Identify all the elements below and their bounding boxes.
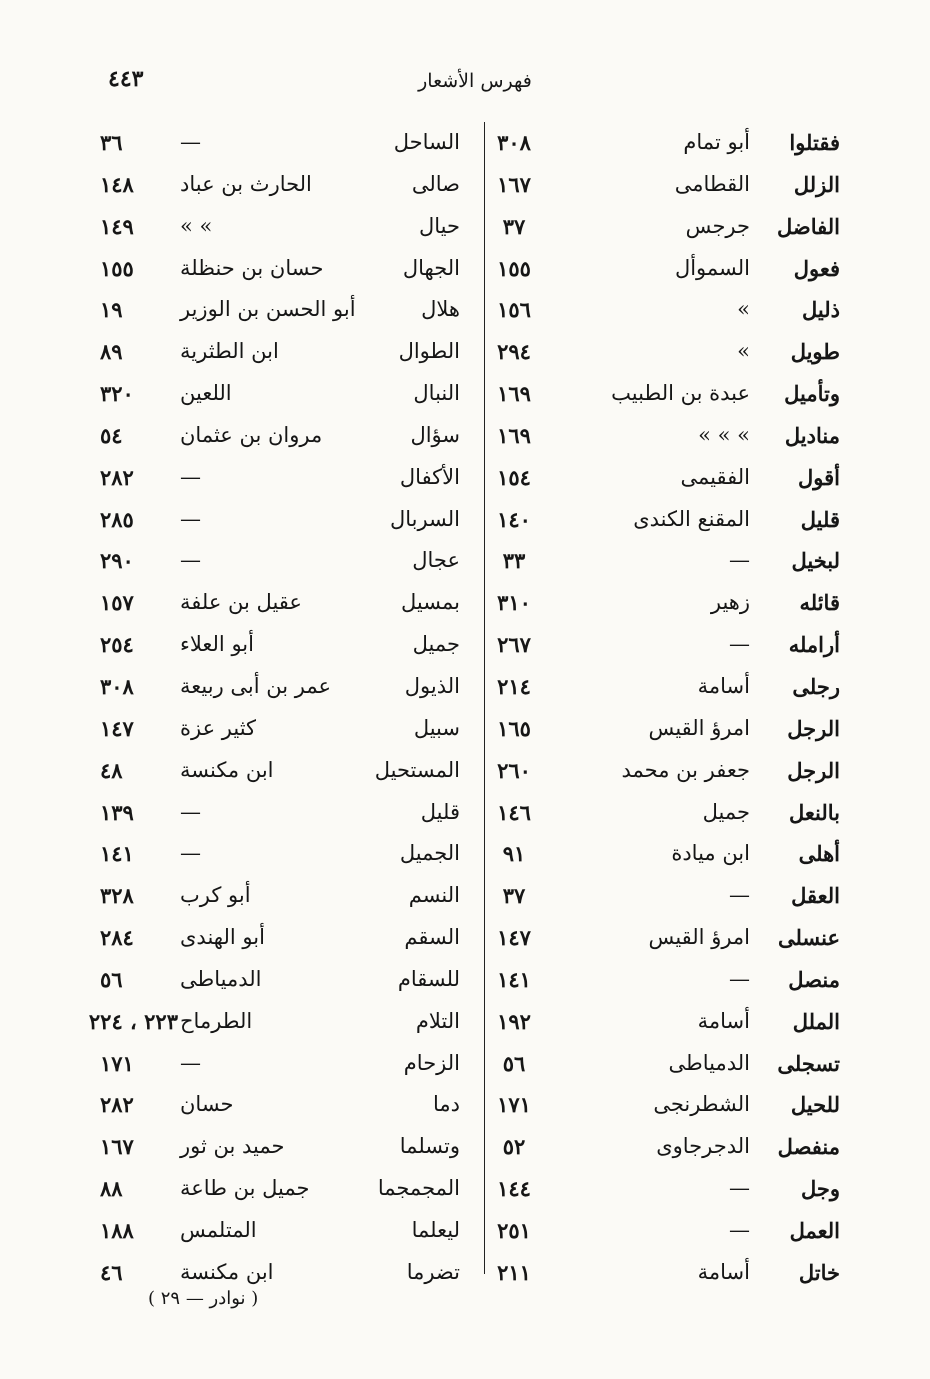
rhyme-word: طويل	[790, 339, 840, 365]
page-ref: ١٥٧	[100, 590, 134, 616]
rhyme-word: بالنعل	[788, 799, 840, 825]
page-ref: ٥٦	[100, 966, 123, 992]
rhyme-word: وتسلما	[399, 1134, 460, 1159]
rhyme-word: النبال	[413, 381, 460, 406]
table-row	[0, 1084, 930, 1126]
page-ref: ٢٦٧	[497, 632, 531, 658]
rhyme-word: للسقام	[397, 966, 460, 991]
rhyme-word: الرجل	[787, 715, 840, 741]
poet-name: —	[180, 464, 201, 489]
rhyme-word: دما	[433, 1092, 460, 1117]
rhyme-word: الساحل	[393, 130, 460, 154]
rhyme-word: الجميل	[399, 841, 460, 866]
poet-name: أبو تمام	[683, 130, 750, 154]
poet-name: جرجس	[685, 213, 750, 238]
page-ref: ٢١٤	[497, 673, 531, 699]
page-ref: ١٤١	[497, 966, 531, 992]
page-ref: ٢٨٥	[100, 506, 134, 532]
poet-name: ابن الطثرية	[180, 339, 279, 364]
page-ref: ١٨٨	[100, 1217, 134, 1243]
rhyme-word: فعول	[793, 255, 840, 281]
poet-name: »	[737, 339, 750, 364]
page-ref: ١٦٧	[100, 1134, 134, 1160]
poet-name: أسامة	[697, 673, 750, 698]
rhyme-word: الزلل	[793, 171, 840, 197]
rhyme-word: ذليل	[802, 297, 840, 323]
rhyme-word: الجهال	[402, 255, 460, 280]
page-number: ٤٤٣	[108, 66, 144, 92]
poet-name: —	[180, 506, 201, 531]
poet-name: —	[180, 799, 201, 824]
rhyme-word: جميل	[412, 632, 460, 657]
poet-name: ابن ميادة	[671, 841, 750, 866]
rhyme-word: رجلى	[792, 673, 840, 699]
poet-name: ابن مكنسة	[180, 757, 274, 782]
rhyme-word: ليعلما	[411, 1217, 460, 1242]
poet-name: عبدة بن الطبيب	[611, 381, 750, 406]
rhyme-word: أهلى	[798, 841, 840, 867]
rhyme-word: المستحيل	[374, 757, 460, 782]
rhyme-word: لبخيل	[791, 548, 840, 574]
table-row	[0, 750, 930, 792]
page-ref: ١٥٥	[100, 255, 134, 281]
rhyme-word: وجل	[800, 1176, 840, 1202]
page-ref: ٣٧	[502, 213, 526, 239]
page-ref: ٢٢٣ ، ٢٢٤	[88, 1008, 178, 1034]
poet-name: حسان	[180, 1092, 234, 1117]
poet-name: أبو الحسن بن الوزير	[180, 297, 356, 322]
page-ref: ١٤٦	[497, 799, 531, 825]
rhyme-word: الرجل	[787, 757, 840, 783]
poet-name: —	[180, 130, 201, 154]
table-row	[0, 1168, 930, 1210]
rhyme-word: عنسلى	[777, 925, 840, 951]
rhyme-word: بمسيل	[401, 590, 460, 615]
table-row	[0, 624, 930, 666]
poet-name: المقنع الكندى	[633, 506, 750, 531]
poet-name: امرؤ القيس	[648, 715, 750, 740]
table-row	[0, 917, 930, 959]
page-ref: ٨٨	[100, 1176, 123, 1202]
poet-name: —	[729, 966, 750, 991]
page-ref: ٥٢	[502, 1134, 526, 1160]
poet-name: » »	[180, 213, 213, 238]
table-row	[0, 792, 930, 834]
poet-name: جميل	[702, 799, 750, 824]
page-ref: ١٩٢	[497, 1008, 531, 1034]
rhyme-word: أقول	[798, 464, 840, 490]
rhyme-word: النسم	[408, 883, 460, 908]
table-row	[0, 1043, 930, 1085]
page-ref: ٤٦	[100, 1259, 123, 1285]
poet-name: الدمياطى	[668, 1050, 750, 1075]
page-ref: ١٤٩	[100, 213, 134, 239]
page-ref: ١٤٠	[497, 506, 531, 532]
page-ref: ١٣٩	[100, 799, 134, 825]
page-ref: ٣١٠	[497, 590, 531, 616]
page-ref: ٣٢٨	[100, 883, 134, 909]
page-ref: ١٦٩	[497, 422, 531, 448]
poet-name: أبو كرب	[180, 883, 251, 908]
poet-name: —	[729, 1176, 750, 1201]
page-ref: ٤٨	[100, 757, 123, 783]
page-ref: ٣٠٨	[497, 130, 531, 155]
page-ref: ٢٥٤	[100, 632, 134, 658]
poet-name: الفقيمى	[680, 464, 750, 489]
table-row	[0, 666, 930, 708]
rhyme-word: قائله	[799, 590, 840, 616]
page-ref: ١٦٧	[497, 171, 531, 197]
rhyme-word: السربال	[389, 506, 460, 531]
rhyme-word: منفصل	[777, 1134, 840, 1160]
rhyme-word: منصل	[788, 966, 840, 992]
poet-name: —	[180, 548, 201, 573]
poet-name: حميد بن ثور	[180, 1134, 285, 1159]
rhyme-word: مناديل	[784, 422, 840, 448]
poet-name: عقيل بن علفة	[180, 590, 302, 615]
table-row	[0, 1001, 930, 1043]
poet-name: أبو الهندى	[180, 925, 265, 950]
page-ref: ٢١١	[497, 1259, 531, 1285]
rhyme-word: قليل	[800, 506, 840, 532]
rhyme-word: تسجلى	[777, 1050, 840, 1076]
rhyme-word: التلام	[415, 1008, 460, 1033]
poet-name: عمر بن أبى ربيعة	[180, 673, 332, 698]
page-ref: ١٦٩	[497, 381, 531, 407]
page-title: فهرس الأشعار	[418, 70, 532, 92]
page-ref: ١٩	[100, 297, 123, 323]
page-ref: ١٤٨	[100, 171, 134, 197]
page-ref: ٢٨٢	[100, 1092, 134, 1118]
table-row	[0, 289, 930, 331]
poet-name: جميل بن طاعة	[180, 1176, 310, 1201]
poet-name: » » »	[698, 422, 750, 447]
poet-name: الدمياطى	[180, 966, 262, 991]
rhyme-word: الذيول	[404, 673, 460, 698]
page-ref: ١٤٤	[497, 1176, 531, 1202]
page-ref: ١٤١	[100, 841, 134, 867]
poet-name: السموأل	[674, 255, 750, 280]
poet-name: القطامى	[674, 171, 750, 196]
table-row	[0, 206, 930, 248]
rhyme-word: وتأميل	[784, 381, 840, 407]
poet-name: —	[729, 1217, 750, 1242]
page-ref: ١٥٦	[497, 297, 531, 323]
poet-name: جعفر بن محمد	[621, 757, 750, 782]
table-row	[0, 875, 930, 917]
poet-name: الدجرجاوى	[656, 1134, 750, 1159]
page-ref: ٨٩	[100, 339, 123, 365]
rhyme-word: الفاضل	[777, 213, 840, 239]
poet-name: امرؤ القيس	[648, 925, 750, 950]
table-row	[0, 122, 930, 164]
table-row	[0, 959, 930, 1001]
poet-name: —	[729, 632, 750, 657]
poet-name: المتلمس	[180, 1217, 257, 1242]
poet-name: الحارث بن عباد	[180, 171, 312, 196]
page-ref: ٥٦	[502, 1050, 526, 1076]
rhyme-word: للحيل	[790, 1092, 840, 1118]
rhyme-word: أرامله	[788, 632, 840, 658]
page-ref: ١٦٥	[497, 715, 531, 741]
poet-name: حسان بن حنظلة	[180, 255, 324, 280]
table-row	[0, 1252, 930, 1294]
poet-name: أبو العلاء	[180, 632, 254, 657]
page-ref: ٢٩٤	[497, 339, 531, 365]
table-row	[0, 582, 930, 624]
poet-name: أسامة	[697, 1008, 750, 1033]
rhyme-word: الأكفال	[399, 464, 460, 489]
poet-name: —	[180, 1050, 201, 1075]
page-ref: ٥٤	[100, 422, 123, 448]
table-row	[0, 708, 930, 750]
table-row	[0, 499, 930, 541]
table-row	[0, 540, 930, 582]
rhyme-word: قليل	[420, 799, 460, 824]
rhyme-word: السقم	[404, 925, 460, 950]
poet-name: أسامة	[697, 1259, 750, 1284]
page-ref: ١٥٥	[497, 255, 531, 281]
page-ref: ٣٦	[100, 130, 123, 155]
page-ref: ١٤٧	[100, 715, 134, 741]
poet-name: كثير عزة	[180, 715, 257, 740]
table-row	[0, 331, 930, 373]
table-row	[0, 1126, 930, 1168]
page-ref: ٢٨٤	[100, 925, 134, 951]
page-ref: ٢٩٠	[100, 548, 134, 574]
page-ref: ٣٠٨	[100, 673, 134, 699]
rhyme-word: خاتل	[798, 1259, 840, 1285]
page-ref: ٩١	[502, 841, 526, 867]
rhyme-word: العقل	[791, 883, 840, 909]
poet-name: اللعين	[180, 381, 232, 406]
rhyme-word: الطوال	[398, 339, 460, 364]
page-ref: ٣٧	[502, 883, 526, 909]
rhyme-word: سبيل	[413, 715, 460, 740]
rhyme-word: فقتلوا	[789, 130, 840, 155]
page-ref: ١٤٧	[497, 925, 531, 951]
page-ref: ٢٦٠	[497, 757, 531, 783]
poet-name: زهير	[710, 590, 750, 615]
page-ref: ١٧١	[497, 1092, 531, 1118]
page-footer: ( نوادر — ٢٩ )	[148, 1288, 259, 1309]
rhyme-word: تضرما	[406, 1259, 460, 1284]
rhyme-word: هلال	[421, 297, 460, 322]
poet-name: —	[729, 883, 750, 908]
table-row	[0, 457, 930, 499]
rhyme-word: المجمجما	[377, 1176, 460, 1201]
index-table	[0, 122, 930, 1294]
poet-name: مروان بن عثمان	[180, 422, 323, 447]
table-row	[0, 1210, 930, 1252]
poet-name: —	[729, 548, 750, 573]
rhyme-word: الملل	[792, 1008, 840, 1034]
rhyme-word: العمل	[789, 1217, 840, 1243]
page-ref: ٣٢٠	[100, 381, 134, 407]
table-row	[0, 415, 930, 457]
rhyme-word: حيال	[419, 213, 460, 238]
page-ref: ٣٣	[502, 548, 526, 574]
poet-name: »	[737, 297, 750, 322]
page-ref: ٢٨٢	[100, 464, 134, 490]
table-row	[0, 833, 930, 875]
page-ref: ١٧١	[100, 1050, 134, 1076]
rhyme-word: سؤال	[410, 422, 460, 447]
table-row	[0, 373, 930, 415]
rhyme-word: صالى	[411, 171, 460, 196]
rhyme-word: الزحام	[403, 1050, 460, 1075]
page-ref: ١٥٤	[497, 464, 531, 490]
poet-name: الشطرنجى	[653, 1092, 750, 1117]
poet-name: الطرماح	[180, 1008, 253, 1033]
poet-name: —	[180, 841, 201, 866]
rhyme-word: عجال	[412, 548, 460, 573]
table-row	[0, 248, 930, 290]
table-row	[0, 164, 930, 206]
page-ref: ٢٥١	[497, 1217, 531, 1243]
poet-name: ابن مكنسة	[180, 1259, 274, 1284]
